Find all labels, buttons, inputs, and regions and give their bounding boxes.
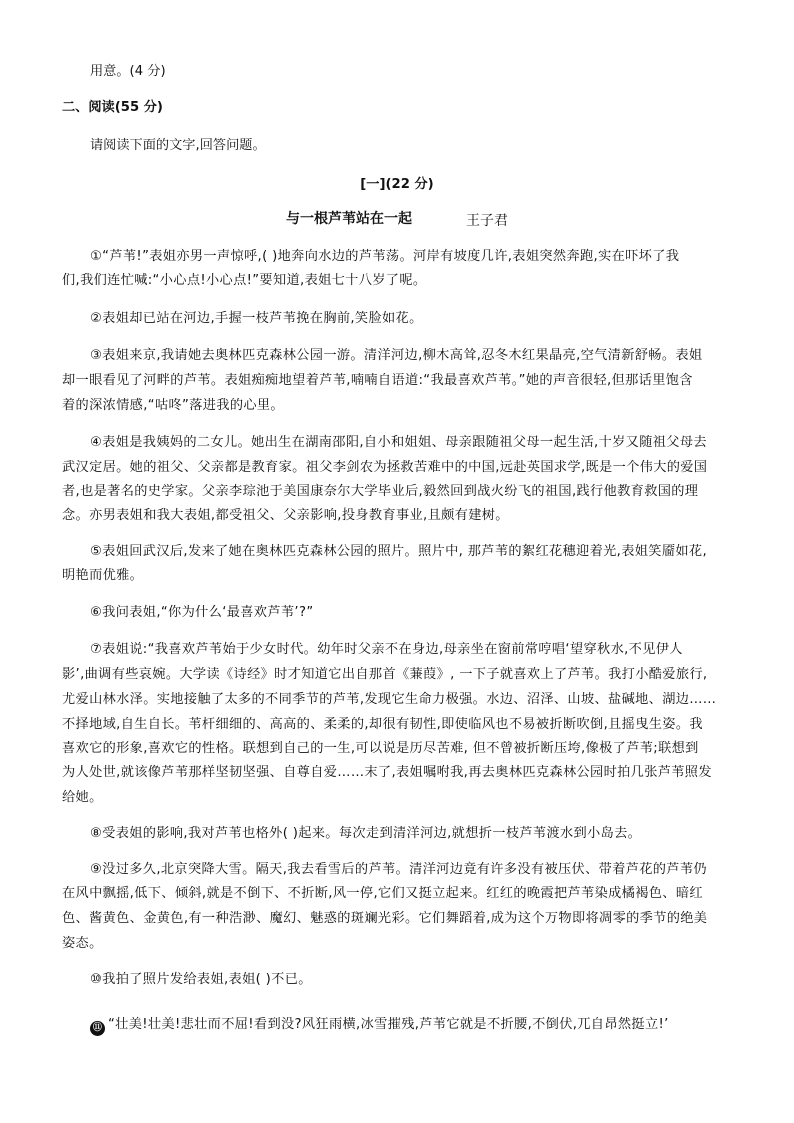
paragraph-10-line-1: ⑩我拍了照片发给表姐,表姐( )不已。 — [90, 972, 312, 987]
paragraph-7-line-1: ⑦表姐说:“我喜欢芦苇始于少女时代。幼年时父亲不在身边,母亲坐在窗前常哼唱‘望穿秋水,不见伊人 — [90, 642, 683, 657]
paragraph-7-line-5: 喜欢它的形象,喜欢它的性格。联想到自己的一生,可以说是历尽苦难, 但不曾被折断压垮,像极了芦苇;联想到 — [62, 741, 699, 756]
part-heading: [一](22 分) — [360, 177, 434, 192]
instruction-text: 请阅读下面的文字,回答问题。 — [90, 138, 266, 153]
section-heading: 二、阅读(55 分) — [62, 100, 163, 115]
paragraph-4-line-1: ④表姐是我姨妈的二女儿。她出生在湖南邵阳,自小和姐姐、母亲跟随祖父母一起生活,十岁又随祖父母去 — [90, 435, 707, 450]
paragraph-9-line-1: ⑨没过多久,北京突降大雪。隔天,我去看雪后的芦苇。清洋河边竟有许多没有被压伏、带着芦花的芦苇仍 — [90, 862, 707, 877]
paragraph-5-line-1: ⑤表姐回武汉后,发来了她在奥林匹克森林公园的照片。照片中, 那芦苇的絮红花穗迎着光,表姐笑靥如花, — [90, 544, 707, 559]
article-title: 与一根芦苇站在一起 — [286, 211, 412, 227]
paragraph-4-line-3: 者,也是著名的史学家。父亲李琮池于美国康奈尔大学毕业后,毅然回到战火纷飞的祖国,践行他教育救国的理 — [62, 484, 699, 499]
paragraph-3-line-2: 却一眼看见了河畔的芦苇。表姐痴痴地望着芦苇,喃喃自语道:“我最喜欢芦苇。”她的声音很轻,但那话里饱含 — [62, 373, 693, 388]
paragraph-7-line-6: 为人处世,就该像芦苇那样坚韧坚强、自尊自爱……末了,表姐嘱咐我,再去奥林匹克森林公园时拍几张芦苇照发 — [62, 765, 712, 780]
paragraph-3-line-3: 着的深浓情感,“咕咚”落进我的心里。 — [62, 398, 284, 413]
article-author: 王子君 — [466, 213, 508, 229]
paragraph-6-line-1: ⑥我问表姐,“你为什么‘最喜欢芦苇’?” — [90, 605, 314, 620]
paragraph-2-line-1: ②表姐却已站在河边,手握一枝芦苇挽在胸前,笑脸如花。 — [90, 311, 423, 326]
paragraph-4-line-2: 武汉定居。她的祖父、父亲都是教育家。祖父李剑农为拯救苦难中的中国,远赴英国求学,既是一个伟大的爱国 — [62, 460, 708, 475]
paragraph-8-line-1: ⑧受表姐的影响,我对芦苇也格外( )起来。每次走到清洋河边,就想折一枝芦苇渡水到小岛去。 — [90, 826, 642, 841]
paragraph-9-line-4: 姿态。 — [62, 936, 103, 951]
paragraph-5-line-2: 明艳而优雅。 — [62, 568, 144, 583]
paragraph-11-text: “壮美!壮美!悲壮而不屈!看到没?风狂雨横,冰雪摧残,芦苇它就是不折腰,不倒伏,兀自昂然挺立!’ — [108, 1017, 669, 1032]
paragraph-3-line-1: ③表姐来京,我请她去奥林匹克森林公园一游。清洋河边,柳木高耸,忍冬木红果晶亮,空气清新舒畅。表姐 — [90, 348, 703, 363]
paragraph-7-line-7: 给她。 — [62, 790, 103, 805]
paragraph-number-marker: ⑪ — [90, 1021, 105, 1036]
paragraph-7-line-3: 尤爱山林水泽。实地接触了太多的不同季节的芦苇,发现它生命力极强。水边、沼泽、山坡、盐碱地、湖边…… — [62, 692, 717, 707]
paragraph-9-line-3: 色、酱黄色、金黄色,有一种浩渺、魔幻、魅惑的斑斓光彩。它们舞蹈着,成为这个万物即将凋零的季节的绝美 — [62, 911, 708, 926]
top-line-text: 用意。(4 分) — [90, 64, 166, 79]
paragraph-9-line-2: 在风中飘摇,低下、倾斜,就是不倒下、不折断,风一停,它们又挺立起来。红红的晚霞把芦苇染成橘褐色、暗红 — [62, 886, 703, 901]
paragraph-4-line-4: 念。亦男表姐和我大表姐,都受祖父、父亲影响,投身教育事业,且颇有建树。 — [62, 508, 509, 523]
paragraph-1-line-2: 们,我们连忙喊:“小心点!小心点!”要知道,表姐七十八岁了呢。 — [62, 273, 427, 288]
paragraph-1-line-1: ①“芦苇!”表姐亦男一声惊呼,( )地奔向水边的芦苇荡。河岸有坡度几许,表姐突然奔跑,实在吓坏了我 — [90, 249, 680, 264]
paragraph-7-line-2: 影’,曲调有些哀婉。大学读《诗经》时才知道它出自那首《蒹葭》, 一下子就喜欢上了芦苇。我打小酷爱旅行, — [62, 667, 708, 682]
paragraph-11-line-1 — [90, 1017, 790, 1036]
paragraph-7-line-4: 不择地域,自生自长。苇杆细细的、高高的、柔柔的,却很有韧性,即使临风也不易被折断吹倒,且摇曳生姿。我 — [62, 717, 703, 732]
